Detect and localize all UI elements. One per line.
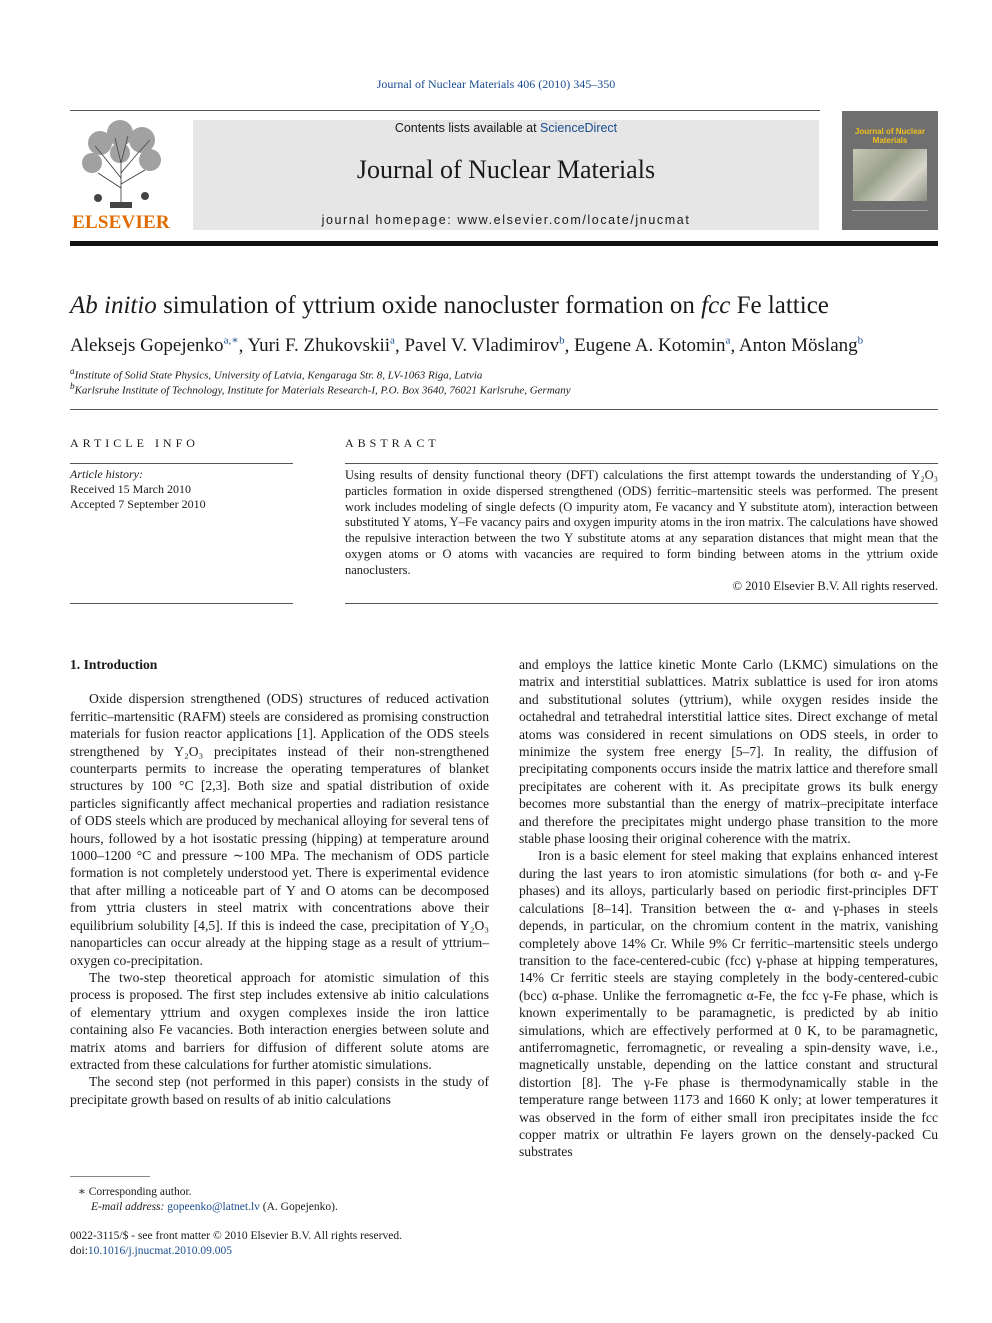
cover-footer xyxy=(852,210,928,217)
issn-line: 0022-3115/$ - see front matter © 2010 Elsevier B.V. All rights reserved. xyxy=(70,1230,402,1242)
history-label: Article history: xyxy=(70,467,143,481)
divider xyxy=(345,603,938,604)
abstract-heading: ABSTRACT xyxy=(345,436,440,450)
footnote xyxy=(78,1185,488,1215)
article-title xyxy=(70,292,938,320)
journal-citation[interactable]: Journal of Nuclear Materials 406 (2010) 345–350 xyxy=(376,77,616,91)
title-part: Fe lattice xyxy=(730,292,829,319)
doi-line: doi:10.1016/j.jnucmat.2010.09.005 xyxy=(70,1245,232,1257)
author[interactable]: Yuri F. Zhukovskii$^a$ xyxy=(247,335,395,357)
publisher-wordmark: ELSEVIER xyxy=(72,212,170,233)
tree-icon xyxy=(70,118,172,210)
paragraph: Oxide dispersion strengthened (ODS) structures of reduced activation ferritic–martensitic (RAFM) steels are considered as promising construction materials for fusion reactor applications [1]. Application of the ODS steels strengthened by Y₂O₃ precipitates instead of their non-strengthened counterparts permits to increase the operating temperatures of blanket structures by 100 °C [2,3]. Both size and spatial distribution of oxide particles significantly affect mechanical properties and radiation resistance of ODS steels which are produced by mechanical alloying for several tens of hours, followed by a hot isostatic pressing (hipping) at temperature around 1000–1200 °C and pressure ∼100 MPa. The mechanism of ODS particle formation is not completely understood yet. There is experimental evidence that after milling a noticeable part of Y and O atoms can be decomposed from yttria clusters in steel matrix with concentrations above their equilibrium solubility [4,5]. If this is indeed the case, precipitation of Y₂O₃ nanoparticles can occur already at the hipping stage as a result of yttrium–oxygen co-precipitation. xyxy=(70,691,489,968)
journal-homepage[interactable]: journal homepage: www.elsevier.com/locate/jnucmat xyxy=(321,213,691,227)
sciencedirect-link[interactable]: ScienceDirect xyxy=(540,121,618,135)
article-history xyxy=(70,467,293,512)
abstract xyxy=(345,468,938,594)
left-column xyxy=(70,656,489,1108)
paragraph: The second step (not performed in this paper) consists in the study of precipitate growth based on results of ab initio calculations xyxy=(70,1074,489,1107)
cover-title: Journal of Nuclear Materials xyxy=(854,127,926,145)
abstract-body: Using results of density functional theory (DFT) calculations the first attempt towards the understanding of Y₂O₃ particles formation in oxide dispersed strengthened (ODS) ferritic–martensitic steels was performed. The present work includes modeling of single defects (O impurity atom, Fe vacancy and Y substitute atom), interaction between substituted Y atoms, Y–Fe vacancy pairs and oxygen impurity atoms in the iron matrix. The calculations have showed the repulsive interaction between the two Y substitute atoms at any separation distances that might mean that the oxygen atoms or O atoms with vacancies are required to form binding between atoms in the yttrium oxide nanoclusters. xyxy=(345,468,938,577)
author[interactable]: Pavel V. Vladimirov$^b$ xyxy=(404,335,565,357)
email-link[interactable]: gopeenko@latnet.lv xyxy=(167,1201,260,1213)
publication-info xyxy=(70,1229,490,1259)
paragraph: The two-step theoretical approach for atomistic simulation of this process is proposed. The first step includes extensive ab initio calculations of elementary yttrium and oxygen complexes inside the iron lattice containing also Fe vacancies. Both interaction energies between solute and matrix atoms and barriers for diffusion of different solute atoms are extracted from these calculations for further atomistic simulations. xyxy=(70,969,489,1072)
title-part: simulation of yttrium oxide nanocluster formation on xyxy=(156,292,702,319)
contents-line xyxy=(193,121,819,135)
journal-title: Journal of Nuclear Materials xyxy=(356,155,656,184)
author[interactable]: Aleksejs Gopejenko$^{a,∗}$ xyxy=(70,335,239,357)
divider xyxy=(70,110,820,111)
affiliation: $^b$Karlsruhe Institute of Technology, Institute for Materials Research-I, P.O. Box 3640, 76021 Karlsruhe, Germany xyxy=(70,381,571,397)
divider xyxy=(345,463,938,464)
affiliation: $^a$Institute of Solid State Physics, University of Latvia, Kengaraga Str. 8, LV-1063 Riga, Latvia xyxy=(70,366,483,382)
contents-prefix: Contents lists available at xyxy=(394,121,541,135)
author-list: Aleksejs Gopejenko$^{a,∗}$, Yuri F. Zhukovskii$^a$, Pavel V. Vladimirov$^b$, Eugene A. Kotomin$^a$, Anton Möslang$^b$ xyxy=(70,335,864,357)
paragraph: Iron is a basic element for steel making that explains enhanced interest during the last years to iron atomistic simulations (for both α- and γ-Fe phases) and its alloys, particularly based on periodic first-principles DFT calculations [8–14]. Transition between the α- and γ-phases in steels depends, in particular, on the chromium content in the matrix, vanishing completely above 14% Cr. While 9% Cr ferritic–martensitic steels undergo transition to the face-centered-cubic (fcc) γ-phase at hipping temperatures, 14% Cr ferritic steels are staying completely in the body-centered-cubic (bcc) α-phase. Unlike the ferromagnetic α-Fe, the fcc γ-Fe phase, which is known experimentally to be paramagnetic, is predicted by ab initio simulations, which are effectively performed at 0 K, to be paramagnetic, antiferromagnetic, ferromagnetic, or revealing a spin-density wave, i.e., magnetically unstable, depending on the lattice constant and structural distortion [8]. The γ-Fe phase is thermodynamically stable in the temperature range between 1173 and 1660 K only; at lower temperatures it was observed in the form of either small iron precipitates inside the fcc copper matrix or ultrathin Fe layers grown on the densely-packed Cu substrates xyxy=(519,848,938,1160)
divider xyxy=(70,409,938,410)
corresponding-author: ∗ Corresponding author. xyxy=(78,1186,192,1198)
divider xyxy=(70,603,293,604)
received-date: Received 15 March 2010 xyxy=(70,482,191,496)
accepted-date: Accepted 7 September 2010 xyxy=(70,497,206,511)
abstract-copyright: © 2010 Elsevier B.V. All rights reserved. xyxy=(732,578,938,593)
divider xyxy=(70,463,293,464)
paragraph: and employs the lattice kinetic Monte Carlo (LKMC) simulations on the matrix and interstitial sublattices. Matrix sublattice is used for iron atoms and substitutional solutes (yttrium), while oxygen resides inside the octahedral and tetrahedral interstitial lattice sites. Direct exchange of metal atoms was considered in recent simulations on ODS steels, in order to minimize the system free energy [5–7]. In reality, the diffusion of precipitating components occurs inside the matrix lattice and therefore small precipitates are coherent with it. As precipitate grows its bulk energy becomes more substantial than the energy of matrix–precipitate interface and therefore the precipitates might undergo phase transition to the more stable phase loosing their original coherence with the matrix. xyxy=(519,657,938,847)
article-info-heading: ARTICLE INFO xyxy=(70,436,199,450)
title-part: fcc xyxy=(701,292,731,319)
right-column xyxy=(519,656,938,1161)
author[interactable]: Anton Möslang$^b$ xyxy=(738,335,864,357)
doi-link[interactable]: 10.1016/j.jnucmat.2010.09.005 xyxy=(87,1245,232,1257)
title-part: Ab initio xyxy=(70,292,157,319)
cover-image xyxy=(853,149,927,201)
header-rule xyxy=(70,241,938,246)
section-heading: 1. Introduction xyxy=(70,657,158,672)
author[interactable]: Eugene A. Kotomin$^a$ xyxy=(574,335,731,357)
footnote-divider xyxy=(70,1176,150,1177)
email-line: E-mail address: gopeenko@latnet.lv (A. Gopejenko). xyxy=(91,1201,338,1213)
